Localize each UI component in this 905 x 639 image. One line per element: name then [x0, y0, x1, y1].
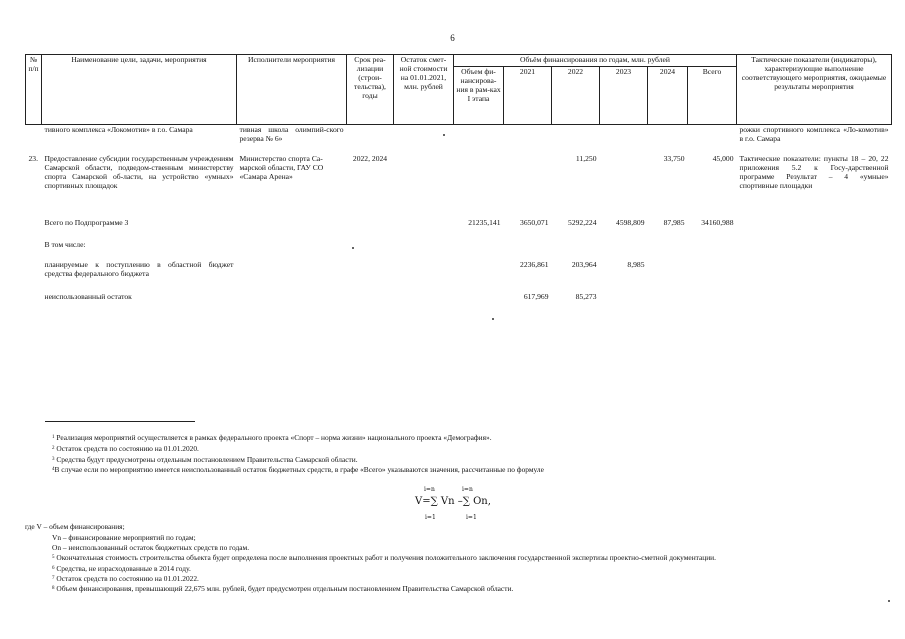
cell-2021: 617,969 [523, 292, 549, 302]
table-row-federal [26, 260, 892, 292]
cell-2024: 87,985 [663, 218, 685, 228]
header-executors: Исполнители мероприятия [237, 55, 347, 125]
formula: V=∑ Vn –∑ On, [415, 496, 491, 507]
footnote-5: $^5$ Окончательная стоимость строительства объекта будет определена после выполнения проектных работ и получения положительного заключения государственной экспертизы проектно-сметной документации. [52, 553, 716, 562]
cell-total: 45,000 [712, 154, 734, 164]
cell-name: тивного комплекса «Локомотив» в г.о. Самара [44, 124, 193, 134]
cell-name: Всего по Подпрограмме 3 [44, 218, 129, 228]
header-stage1: Объем фи-нансирова-ния в рам-ках I этапа [454, 66, 504, 124]
header-2021: 2021 [504, 66, 552, 124]
cell-num: 23. [28, 154, 38, 164]
scan-speck [352, 247, 354, 249]
formula-where: где V – объем финансирования; [25, 522, 125, 531]
table-row-unused [26, 292, 892, 312]
cell-2021: 2236,861 [520, 260, 549, 270]
header-remainder: Остаток смет-ной стоимости на 01.01.2021, млн. рублей [394, 55, 454, 125]
cell-indicators: рожки спортивного комплекса «Ло-комотив» в г.о. Самара [739, 124, 889, 143]
scan-speck [888, 600, 890, 602]
footnote-1: $^1$ Реализация мероприятий осуществляется в рамках федерального проекта «Спорт – норма жизни» национального проекта «Демография». [52, 433, 492, 442]
table-row-including [26, 240, 892, 260]
footnote-8: $^8$ Объем финансирования, превышающий 22,675 млн. рублей, будет предусмотрен отдельным постановлением Правительства Самарской области. [52, 584, 514, 593]
cell-2022: 203,964 [571, 260, 597, 270]
formula-lower-limit-2: i=1 [466, 514, 477, 521]
cell-2024: 33,750 [663, 154, 685, 164]
cell-executors: тивная школа олимпий-ского резерва № 6» [239, 124, 344, 143]
table-row-total [26, 218, 892, 240]
cell-name: неиспользованный остаток [44, 292, 132, 302]
cell-2022: 11,250 [575, 154, 597, 164]
cell-name: планируемые к поступлению в областной бюджет средства федерального бюджета [44, 260, 234, 279]
footnote-6: $^6$ Средства, не израсходованные в 2014 году. [52, 564, 191, 573]
header-2024: 2024 [648, 66, 688, 124]
scan-speck [443, 134, 445, 136]
footnote-7: $^7$ Остаток средств по состоянию на 01.01.2022. [52, 574, 199, 583]
header-2022: 2022 [552, 66, 600, 124]
footnote-2: $^2$ Остаток средств по состоянию на 01.01.2020. [52, 444, 199, 453]
cell-term: 2022, 2024 [352, 154, 388, 164]
header-name: Наименование цели, задачи, мероприятия [42, 55, 237, 125]
page-number: 6 [450, 33, 455, 43]
footnote-3: $^3$ Средства будут предусмотрены отдельным постановлением Правительства Самарской области. [52, 455, 358, 464]
formula-on-def: On – неиспользованный остаток бюджетных средств по годам. [52, 543, 250, 552]
table-row-continuation [26, 124, 892, 154]
formula-upper-limit-2: i=n [462, 486, 473, 493]
cell-2021: 3650,071 [520, 218, 549, 228]
header-row-1 [26, 55, 892, 67]
cell-2023: 8,985 [627, 260, 645, 270]
header-funding-group: Объём финансирования по годам, млн. рублей [454, 55, 737, 67]
header-2023: 2023 [600, 66, 648, 124]
cell-stage1: 21235,141 [468, 218, 501, 228]
header-term: Срок реа-лизации (строи-тельства), годы [347, 55, 394, 125]
cell-name: Предоставление субсидии государственным учреждениям Самарской области, подведом-ственным министерству спорта Самарской об-ласти, на устройство «умных» спортивных площадок [44, 154, 234, 191]
cell-name: В том числе: [44, 240, 86, 250]
cell-executors: Министерство спорта Са-марской области, ГАУ СО «Самара Арена» [239, 154, 324, 182]
cell-2022: 85,273 [575, 292, 597, 302]
header-total: Всего [688, 66, 737, 124]
footnote-4: $^4$В случае если по мероприятию имеется неиспользованный остаток бюджетных средств, в графе «Всего» указываются значения, рассчитанные по формуле [52, 465, 544, 474]
footnote-separator [45, 421, 195, 422]
table-row-23 [26, 154, 892, 218]
cell-2022: 5292,224 [568, 218, 597, 228]
header-indicators: Тактические показатели (индикаторы), характеризующие выполнение соответствующего мероприятия, ожидаемые результаты мероприятия [737, 55, 892, 125]
financing-table [25, 54, 892, 312]
formula-vn-def: Vn – финансирование мероприятий по годам; [52, 533, 196, 542]
cell-indicators: Тактические показатели: пункты 18 – 20, 22 приложения 5.2 к Госу-дарственной программе Результат – 4 «умные» спортивные площадки [739, 154, 889, 191]
header-num: № п/п [26, 55, 42, 125]
scan-speck [492, 318, 494, 320]
formula-upper-limit-1: i=n [424, 486, 435, 493]
cell-total: 34160,988 [701, 218, 734, 228]
cell-2023: 4598,809 [616, 218, 645, 228]
formula-lower-limit-1: i=1 [425, 514, 436, 521]
